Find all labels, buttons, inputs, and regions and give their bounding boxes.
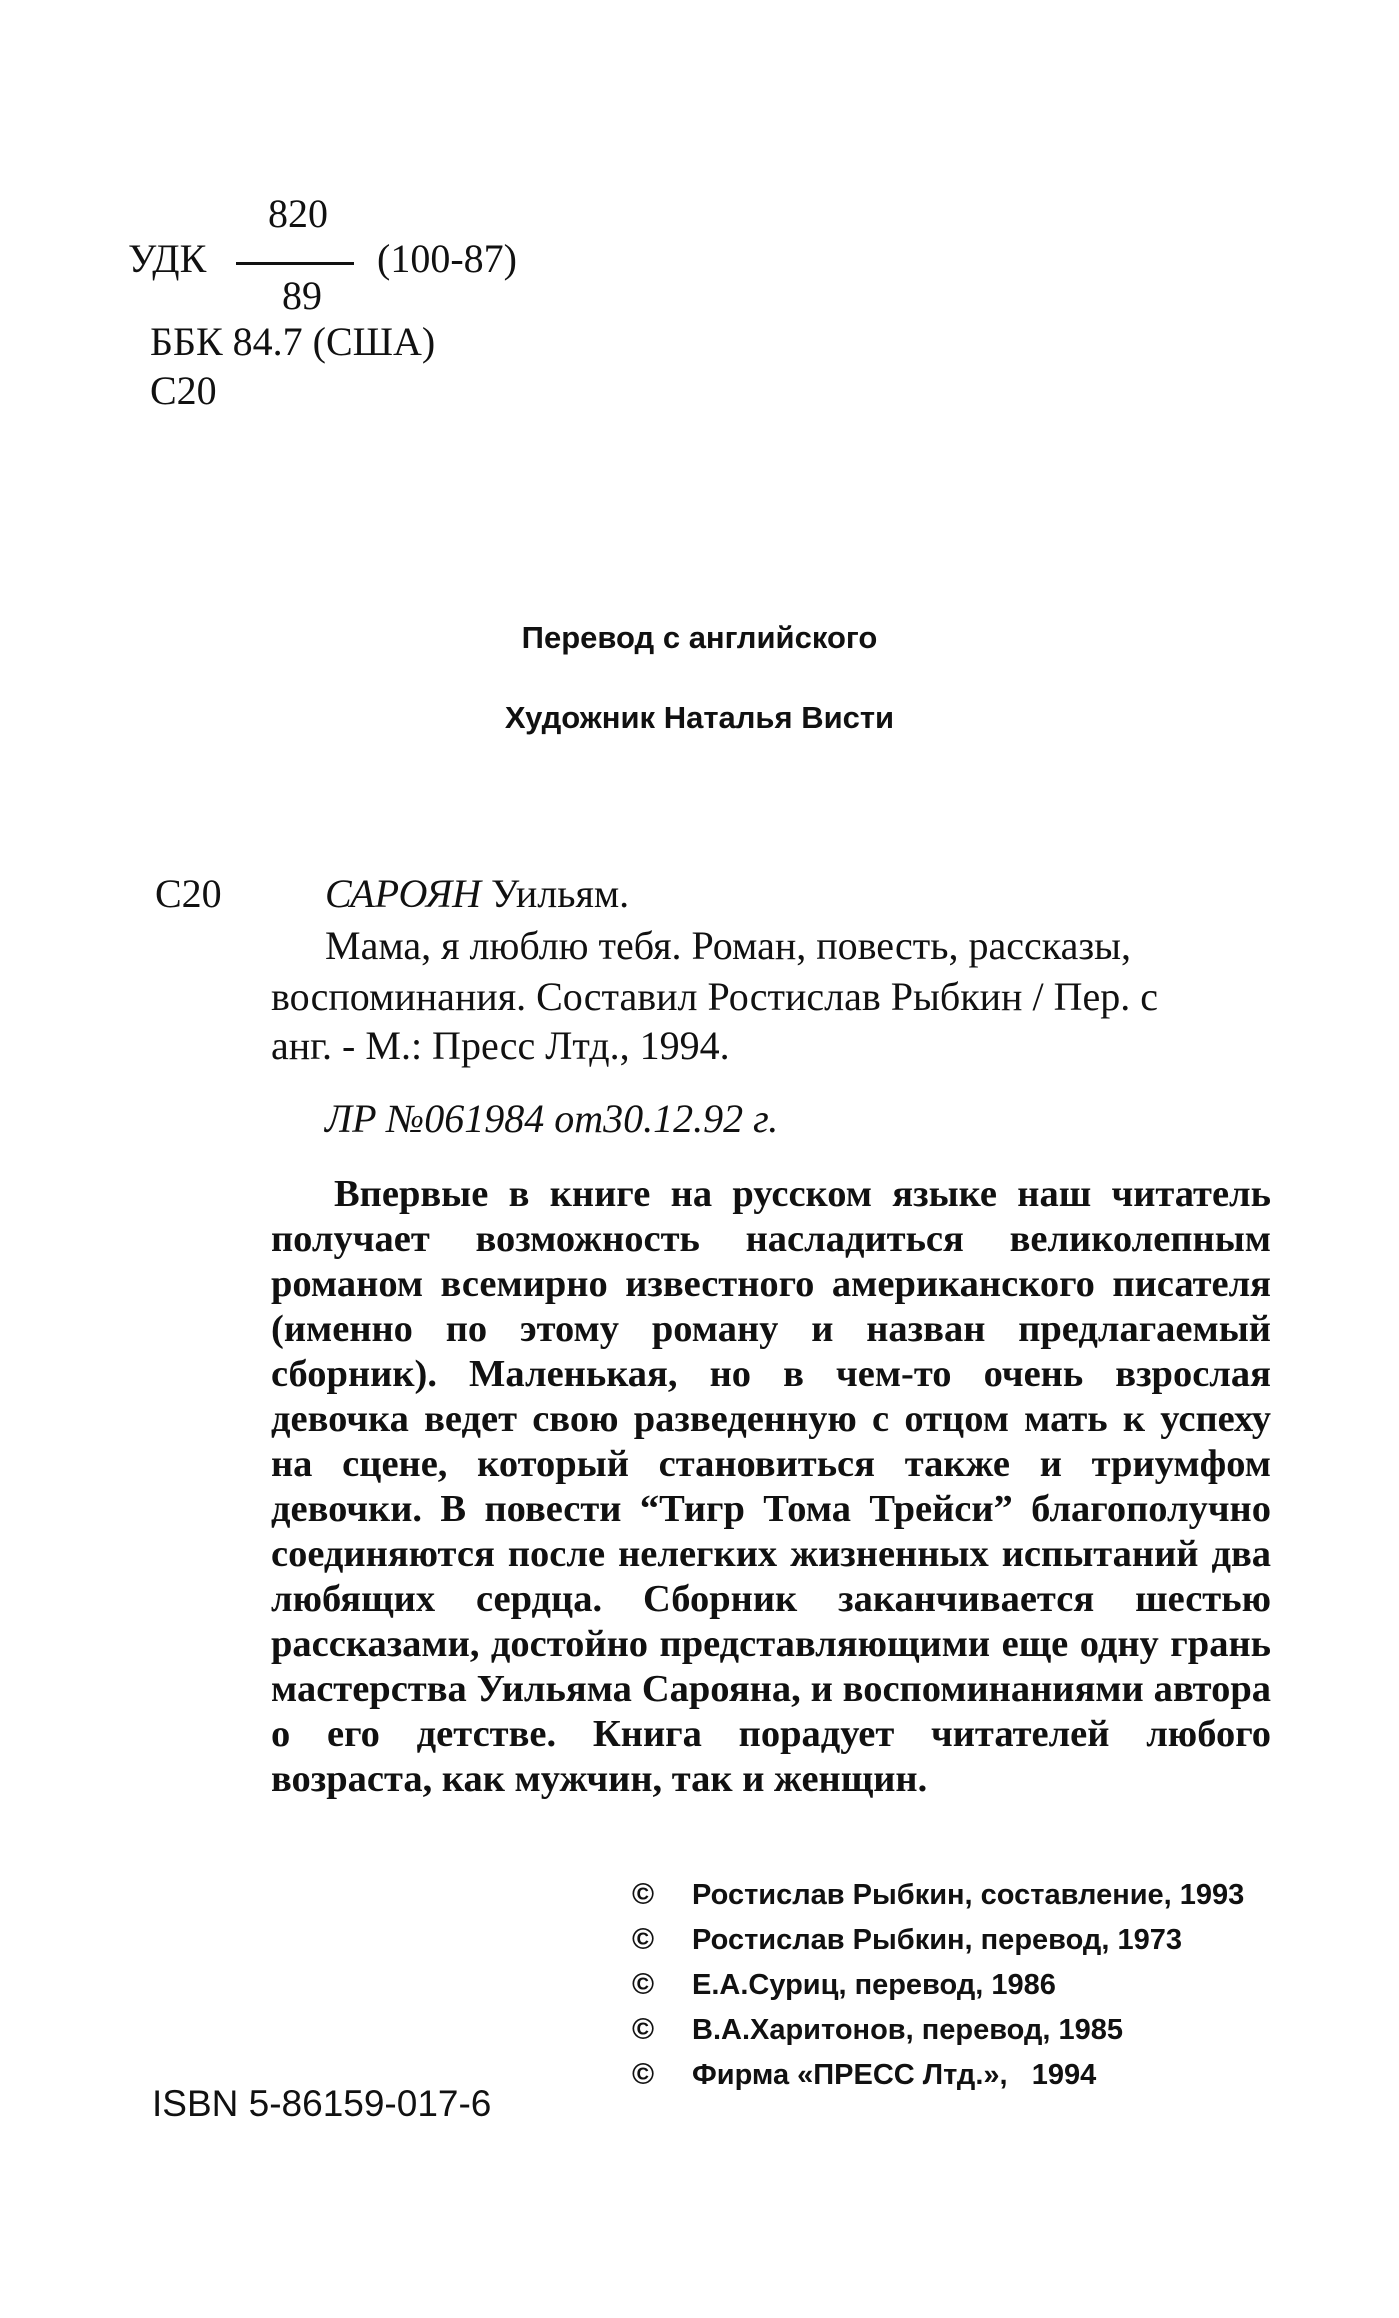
copyright-text: В.А.Харитонов, перевод, 1985: [692, 2014, 1124, 2046]
copyright-item: [632, 2052, 1244, 2097]
copyright-icon: ©: [632, 1923, 655, 1956]
copyright-list: [632, 1872, 1244, 2097]
copyright-text: Е.А.Суриц, перевод, 1986: [692, 1969, 1056, 2001]
entry-author: [325, 870, 629, 917]
udk-fraction-rule: [236, 262, 354, 265]
copyright-item: [632, 1962, 1244, 2007]
annotation-text: Впервые в книге на русском языке наш читатель получает возможность насладиться великолепным романом всемирно известного американского писателя (именно по этому роману и назван предлагаемый сборник). Маленькая, но в чем-то очень взрослая девочка ведет свою разведенную с отцом мать к успеху на сцене, который становиться также и триумфом девочки. В повести “Тигр Тома Трейси” благополучно соединяются после нелегких жизненных испытаний два любящих сердца. Сборник заканчивается шестью рассказами, достойно представляющими еще одну грань мастерства Уильяма Сарояна, и воспоминаниями автора о его детстве. Книга порадует читателей любого возраста, как мужчин, так и женщин.: [271, 1173, 1271, 1800]
copyright-item: [632, 2007, 1244, 2052]
artist-note: Художник Наталья Висти: [504, 700, 895, 735]
copyright-icon: ©: [632, 1878, 655, 1911]
udk-denominator: 89: [282, 273, 322, 318]
entry-line: воспоминания. Составил Ростислав Рыбкин / Пер. с: [271, 974, 1158, 1019]
author-sign: С20: [150, 368, 217, 413]
copyright-item: [632, 1917, 1244, 1962]
author-surname: САРОЯН: [325, 871, 482, 916]
udk-label: УДК: [128, 236, 207, 281]
copyright-icon: ©: [632, 2058, 655, 2091]
entry-title-line: Мама, я люблю тебя. Роман, повесть, рассказы,: [325, 923, 1132, 968]
udk-suffix: (100-87): [377, 236, 517, 281]
copyright-text: Фирма «ПРЕСС Лтд.», 1994: [692, 2059, 1097, 2091]
entry-line: анг. - М.: Пресс Лтд., 1994.: [271, 1023, 730, 1068]
entry-code: С20: [155, 871, 222, 916]
isbn-number: ISBN 5-86159-017-6: [152, 2083, 492, 2124]
bbk-code: ББК 84.7 (США): [150, 319, 436, 364]
translation-note: Перевод с английского: [521, 620, 878, 655]
copyright-text: Ростислав Рыбкин, перевод, 1973: [692, 1924, 1182, 1956]
copyright-icon: ©: [632, 1968, 655, 2001]
author-name: Уильям.: [481, 871, 630, 916]
license-number: ЛР №061984 от30.12.92 г.: [325, 1096, 779, 1141]
copyright-item: [632, 1872, 1244, 1917]
copyright-text: Ростислав Рыбкин, составление, 1993: [692, 1879, 1245, 1911]
udk-numerator: 820: [268, 191, 328, 236]
copyright-icon: ©: [632, 2013, 655, 2046]
